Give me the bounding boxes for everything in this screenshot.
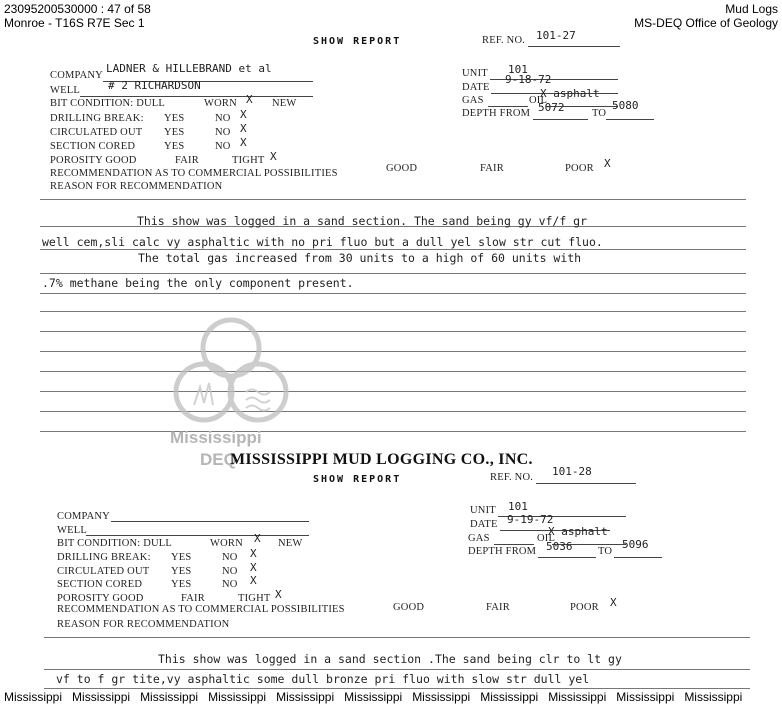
drilling-break-no: NO [222, 552, 238, 563]
watermark-text: Mississippi [170, 428, 262, 447]
watermark-text: DEQ [200, 450, 237, 469]
circulated-out-no: NO [222, 566, 238, 577]
footer-item: Mississippi [412, 690, 471, 704]
oil-value: X asphalt [548, 525, 608, 538]
new-label: NEW [272, 98, 297, 109]
recommendation-good: GOOD [386, 163, 418, 174]
remark-line: This show was logged in a sand section .The sand being clr to lt gy [158, 652, 622, 666]
footer-item: Mississippi [208, 690, 267, 704]
section-cored-yes: YES [164, 141, 185, 152]
bit-condition-label: BIT CONDITION: DULL [50, 98, 166, 109]
ref-number: 101-27 [536, 29, 576, 42]
footer-item: Mississippi [72, 690, 131, 704]
recommendation-poor: POOR [565, 163, 594, 174]
drilling-break-mark: X [240, 108, 247, 121]
porosity-mark: X [275, 588, 282, 601]
reason-label: REASON FOR RECOMMENDATION [50, 181, 223, 192]
deq-watermark [158, 310, 308, 470]
circulated-out-label: CIRCULATED OUT [57, 566, 150, 577]
section-cored-no: NO [222, 579, 238, 590]
company-label: COMPANY [50, 70, 103, 81]
deq-logo-icon [166, 310, 296, 430]
section-cored-mark: X [240, 136, 247, 149]
remark-line: This show was logged in a sand section. The sand being gy vf/f gr [137, 214, 588, 228]
depth-to-value: 5096 [622, 538, 649, 551]
ref-number: 101-28 [552, 465, 592, 478]
drilling-break-mark: X [250, 547, 257, 560]
unit-value: 101 [508, 500, 528, 513]
recommendation-mark: X [610, 596, 617, 609]
depth-from-label: DEPTH FROM [468, 546, 537, 557]
remark-line: The total gas increased from 30 units to a high of 60 units with [138, 251, 582, 265]
section-cored-mark: X [250, 574, 257, 587]
unit-label: UNIT [470, 505, 496, 516]
circulated-out-mark: X [250, 561, 257, 574]
report-title: SHOW REPORT [313, 36, 402, 47]
depth-to-label: TO [598, 546, 613, 557]
porosity-tight: TIGHT [238, 593, 271, 604]
office-label: MS-DEQ Office of Geology [634, 16, 778, 30]
circulated-out-yes: YES [171, 566, 192, 577]
document-id: 23095200530000 : 47 of 58 [4, 2, 151, 16]
circulated-out-mark: X [240, 122, 247, 135]
footer-item: Mississippi [480, 690, 539, 704]
unit-label: UNIT [462, 68, 488, 79]
location-label: Monroe - T16S R7E Sec 1 [4, 16, 145, 30]
date-label: DATE [470, 519, 498, 530]
remark-line: vf to f gr tite,vy asphaltic some dull bronze pri fluo with slow str dull yel [56, 672, 590, 686]
depth-from-value: 5036 [546, 540, 573, 553]
ref-label: REF. NO. [490, 472, 534, 483]
footer-item: Mississippi [684, 690, 743, 704]
footer-item: Mississippi [344, 690, 403, 704]
recommendation-label: RECOMMENDATION AS TO COMMERCIAL POSSIBILITIES [57, 604, 345, 615]
bit-condition-label: BIT CONDITION: DULL [57, 538, 173, 549]
report-title: SHOW REPORT [313, 474, 402, 485]
well-label: WELL [57, 525, 87, 536]
date-value: 9-19-72 [507, 513, 554, 526]
oil-value: X asphalt [540, 87, 600, 100]
porosity-fair: FAIR [175, 155, 199, 166]
porosity-mark: X [270, 150, 277, 163]
recommendation-poor: POOR [570, 602, 599, 613]
drilling-break-label: DRILLING BREAK: [57, 552, 151, 563]
well-value: # 2 RICHARDSON [108, 79, 201, 92]
worn-label: WORN [210, 538, 243, 549]
recommendation-fair: FAIR [486, 602, 510, 613]
oil-label: OIL [537, 533, 556, 544]
depth-from-value: 5072 [538, 101, 565, 114]
depth-to-value: 5080 [612, 99, 639, 112]
date-label: DATE [462, 82, 490, 93]
footer-item: Mississippi [616, 690, 675, 704]
circulated-out-yes: YES [164, 127, 185, 138]
new-label: NEW [278, 538, 303, 549]
section-cored-label: SECTION CORED [50, 141, 136, 152]
section-cored-yes: YES [171, 579, 192, 590]
recommendation-fair: FAIR [480, 163, 504, 174]
section-cored-no: NO [215, 141, 231, 152]
gas-label: GAS [468, 533, 490, 544]
remark-line: .7% methane being the only component present. [42, 276, 354, 290]
ref-label: REF. NO. [482, 35, 526, 46]
circulated-out-no: NO [215, 127, 231, 138]
unit-value: 101 [508, 63, 528, 76]
company-label: COMPANY [57, 511, 110, 522]
footer-item: Mississippi [276, 690, 335, 704]
reason-label: REASON FOR RECOMMENDATION [57, 619, 230, 630]
recommendation-mark: X [604, 157, 611, 170]
recommendation-good: GOOD [393, 602, 425, 613]
worn-label: WORN [204, 98, 237, 109]
company-heading: MISSISSIPPI MUD LOGGING CO., INC. [230, 451, 533, 468]
recommendation-label: RECOMMENDATION AS TO COMMERCIAL POSSIBILITIES [50, 168, 338, 179]
porosity-tight: TIGHT [232, 155, 265, 166]
section-cored-label: SECTION CORED [57, 579, 143, 590]
footer-item: Mississippi [4, 690, 63, 704]
well-label: WELL [50, 85, 80, 96]
porosity-fair: FAIR [181, 593, 205, 604]
remark-line: well cem,sli calc vy asphaltic with no pri fluo but a dull yel slow str cut fluo. [42, 235, 603, 249]
drilling-break-no: NO [215, 113, 231, 124]
footer-watermark [4, 690, 742, 704]
circulated-out-label: CIRCULATED OUT [50, 127, 143, 138]
footer-item: Mississippi [140, 690, 199, 704]
gas-label: GAS [462, 95, 484, 106]
depth-to-label: TO [592, 108, 607, 119]
porosity-label: POROSITY GOOD [57, 593, 144, 604]
footer-item: Mississippi [548, 690, 607, 704]
drilling-break-label: DRILLING BREAK: [50, 113, 144, 124]
document-type: Mud Logs [725, 2, 778, 16]
date-value: 9-18-72 [505, 73, 552, 86]
worn-mark: X [246, 93, 253, 106]
drilling-break-yes: YES [171, 552, 192, 563]
company-value: LADNER & HILLEBRAND et al [106, 62, 272, 75]
worn-mark: X [254, 532, 261, 545]
oil-label: OIL [529, 95, 548, 106]
drilling-break-yes: YES [164, 113, 185, 124]
porosity-label: POROSITY GOOD [50, 155, 137, 166]
depth-from-label: DEPTH FROM [462, 108, 531, 119]
